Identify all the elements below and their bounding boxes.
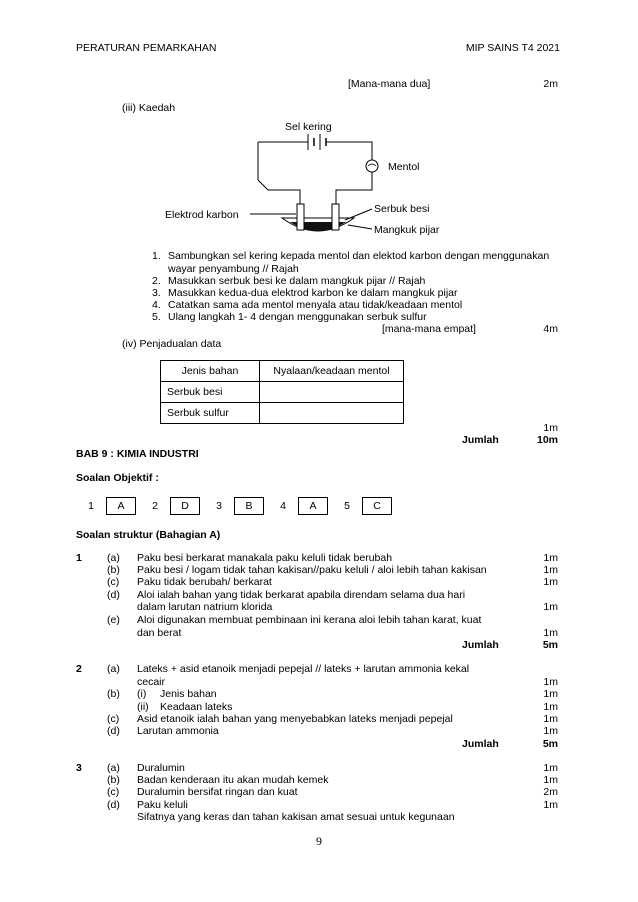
answer-text: Paku besi berkarat manakala paku keluli tidak berubah	[137, 552, 393, 564]
mark: 1m	[543, 799, 558, 811]
jumlah-value: 5m	[542, 738, 558, 750]
soalan-struktur-heading: Soalan struktur (Bahagian A)	[76, 529, 221, 541]
table-cell: Serbuk sulfur	[161, 403, 260, 424]
soalan-objektif-heading: Soalan Objektif :	[76, 472, 159, 484]
objective-answer: B	[234, 497, 264, 515]
bab-heading: BAB 9 : KIMIA INDUSTRI	[76, 448, 199, 460]
question-number: 1	[76, 552, 82, 564]
penjadualan-label: (iv) Penjadualan data	[122, 338, 222, 350]
table-header: Nyalaan/keadaan mentol	[260, 361, 404, 382]
mark: 1m	[543, 422, 558, 434]
part-label: (b)	[107, 688, 120, 700]
answer-text: cecair	[137, 676, 166, 688]
answer-text: Aloi ialah bahan yang tidak berkarat apabila direndam selama dua hari	[137, 589, 466, 601]
step-text: Ulang langkah 1- 4 dengan menggunakan serbuk sulfur	[168, 311, 427, 323]
jumlah-value: 5m	[542, 639, 558, 651]
step-num: 2.	[152, 275, 161, 287]
label-mentol: Mentol	[388, 161, 420, 173]
step-text: Masukkan serbuk besi ke dalam mangkuk pijar // Rajah	[168, 275, 426, 287]
answer-text: Sifatnya yang keras dan tahan kakisan amat sesuai untuk kegunaan	[137, 811, 455, 823]
answer-text: Paku tidak berubah/ berkarat	[137, 576, 272, 588]
answer-text: Duralumin bersifat ringan dan kuat	[137, 786, 298, 798]
objective-number: 3	[216, 500, 222, 512]
circuit-diagram	[0, 0, 638, 260]
kaedah-label: (iii) Kaedah	[122, 102, 176, 114]
step-text: wayar penyambung // Rajah	[168, 263, 299, 275]
part-label: (b)	[107, 774, 120, 786]
objective-number: 1	[88, 500, 94, 512]
part-label: (d)	[107, 799, 120, 811]
mark: 1m	[543, 762, 558, 774]
mark: 1m	[543, 725, 558, 737]
question-number: 3	[76, 762, 82, 774]
step-num: 1.	[152, 250, 161, 262]
jumlah-value: 10m	[536, 434, 558, 446]
label-sel-kering: Sel kering	[285, 121, 332, 133]
part-label: (d)	[107, 589, 120, 601]
answer-text: Lateks + asid etanoik menjadi pepejal // lateks + larutan ammonia kekal	[137, 663, 470, 675]
part-label: (a)	[107, 552, 120, 564]
objective-answers	[84, 497, 404, 515]
mark: 1m	[543, 552, 558, 564]
label-elektrod: Elektrod karbon	[165, 209, 239, 221]
step-text: Sambungkan sel kering kepada mentol dan elektod karbon dengan menggunakan	[168, 250, 550, 262]
mark: 1m	[543, 564, 558, 576]
objective-answer: A	[298, 497, 328, 515]
sub-label: (i)	[137, 688, 147, 700]
part-label: (d)	[107, 725, 120, 737]
header-left: PERATURAN PEMARKAHAN	[76, 42, 217, 54]
objective-number: 5	[344, 500, 350, 512]
jumlah-label: Jumlah	[462, 434, 499, 446]
objective-number: 2	[152, 500, 158, 512]
mark: 4m	[543, 323, 558, 335]
objective-answer: A	[106, 497, 136, 515]
label-serbuk-besi: Serbuk besi	[374, 203, 430, 215]
mark: 1m	[543, 601, 558, 613]
page-number: 9	[316, 834, 322, 848]
mark: 1m	[543, 576, 558, 588]
part-label: (a)	[107, 663, 120, 675]
mark: 1m	[543, 688, 558, 700]
part-label: (b)	[107, 564, 120, 576]
objective-answer: C	[362, 497, 392, 515]
answer-text: Keadaan lateks	[160, 701, 233, 713]
answer-text: Badan kenderaan itu akan mudah kemek	[137, 774, 329, 786]
label-mangkuk: Mangkuk pijar	[374, 224, 440, 236]
mark: 2m	[543, 786, 558, 798]
table-cell: Serbuk besi	[161, 382, 260, 403]
header-right: MIP SAINS T4 2021	[465, 42, 560, 54]
mark: 2m	[543, 78, 558, 90]
table-cell	[260, 382, 404, 403]
answer-text: Duralumin	[137, 762, 185, 774]
answer-text: Paku keluli	[137, 799, 188, 811]
part-label: (c)	[107, 713, 120, 725]
mana-dua: [Mana-mana dua]	[348, 78, 431, 90]
part-label: (e)	[107, 614, 120, 626]
objective-answer: D	[170, 497, 200, 515]
question-number: 2	[76, 663, 82, 675]
sub-label: (ii)	[137, 701, 149, 713]
answer-text: Asid etanoik ialah bahan yang menyebabkan lateks menjadi pepejal	[137, 713, 453, 725]
jumlah-label: Jumlah	[462, 738, 499, 750]
table-header: Jenis bahan	[161, 361, 260, 382]
step-num: 3.	[152, 287, 161, 299]
answer-text: Jenis bahan	[160, 688, 217, 700]
answer-text: Larutan ammonia	[137, 725, 219, 737]
mark: 1m	[543, 774, 558, 786]
answer-text: Aloi digunakan membuat pembinaan ini kerana aloi lebih tahan karat, kuat	[137, 614, 482, 626]
step-num: 4.	[152, 299, 161, 311]
answer-text: dan berat	[137, 627, 182, 639]
mark: 1m	[543, 627, 558, 639]
data-table	[160, 360, 404, 424]
jumlah-label: Jumlah	[462, 639, 499, 651]
mark: 1m	[543, 676, 558, 688]
step-text: Catatkan sama ada mentol menyala atau tidak/keadaan mentol	[168, 299, 463, 311]
step-text: Masukkan kedua-dua elektrod karbon ke dalam mangkuk pijar	[168, 287, 458, 299]
mana-empat: [mana-mana empat]	[382, 323, 476, 335]
table-cell	[260, 403, 404, 424]
part-label: (c)	[107, 786, 120, 798]
answer-text: Paku besi / logam tidak tahan kakisan//paku keluli / aloi lebih tahan kakisan	[137, 564, 487, 576]
mark: 1m	[543, 701, 558, 713]
step-num: 5.	[152, 311, 161, 323]
part-label: (a)	[107, 762, 120, 774]
mark: 1m	[543, 713, 558, 725]
part-label: (c)	[107, 576, 120, 588]
objective-number: 4	[280, 500, 286, 512]
answer-text: dalam larutan natrium klorida	[137, 601, 273, 613]
